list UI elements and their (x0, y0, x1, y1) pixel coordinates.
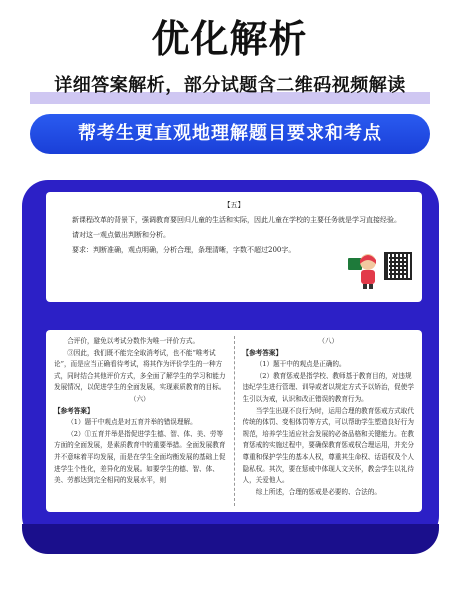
question-paragraph: 要求：判断准确，观点明确，分析合理，条理清晰，字数不超过200字。 (72, 246, 296, 254)
question-paragraph: 请对这一观点做出判断和分析。 (72, 231, 170, 239)
section-heading: （六） (129, 394, 150, 403)
answer-column-right (243, 336, 415, 506)
answer-line: 综上所述，合理的惩戒是必要的、合法的。 (255, 487, 381, 496)
answer-column-left (54, 336, 226, 506)
question-card (46, 192, 422, 302)
qr-pattern (389, 257, 407, 275)
answer-card (46, 330, 422, 512)
panel-shadow (22, 524, 439, 554)
answer-label: 【参考答案】 (54, 406, 94, 415)
answer-label: 【参考答案】 (242, 348, 283, 357)
page-title: 优化解析 (151, 17, 308, 61)
answer-line: （1）题干中观点是对五育并举的错误理解。 (67, 418, 197, 427)
answer-line: （2）教育惩戒是指学校、教师基于教育目的，对违规违纪学生进行管理、训导或者以规定方式予以矫治，促使学生引以为戒，认识和改正错误的教育行为。 (242, 371, 414, 403)
question-heading: 【五】 (223, 201, 245, 209)
column-divider (234, 336, 235, 506)
answer-line: （1）题干中的观点是正确的。 (255, 360, 346, 369)
answer-line: （2）①五育并举是指促进学生德、智、体、美、劳等方面的全面发展，是素质教育中的重要举措。全面发展教育并不意味着平均发展，而是在学生全面均衡发展的基础上促进学生个性化，差异化的发展。如要学生的德、智、体、美、劳都达到完全相同的发展水平，则 (54, 429, 226, 485)
question-paragraph: 新课程改革的背景下，强调教育要回归儿童的生活和实际，因此儿童在学校的主要任务就是学习直接经验。 (72, 216, 401, 224)
subtitle: 详细答案解析，部分试题含二维码视频解读 (54, 75, 406, 96)
qr-code-icon[interactable] (384, 252, 412, 280)
feature-pill: 帮考生更直观地理解题目要求和考点 (30, 114, 430, 154)
subtitle-block (30, 72, 430, 104)
answer-line: 当学生出现不良行为时，运用合理的教育惩戒方式取代传统的体罚、变相体罚等方式，可以帮助学生塑造良好行为规范，培养学生适应社会发展的必备品格和关键能力。在教育惩戒的实施过程中，要确保教育惩戒权合理运用，并充分尊重和保护学生的基本人权，尊重其生命权、话语权及个人隐私权。其次，要在惩戒中体现人文关怀，教会学生以礼待人，关爱他人。 (242, 406, 414, 485)
answer-line: 合评价，避免以考试分数作为唯一评价方式。 (67, 337, 200, 345)
mascot-icon (348, 250, 380, 290)
answer-line: ③因此，我们既不能完全取消考试，也不能“唯考试论”，而是应当正确看待考试，将其作为评价学生的一种方式，同时结合其他评价方式，多全面了解学生的学习和能力发展情况，以促进学生的全面发展，实现素质教育的目标。 (54, 348, 226, 392)
section-heading: （八） (318, 337, 339, 345)
